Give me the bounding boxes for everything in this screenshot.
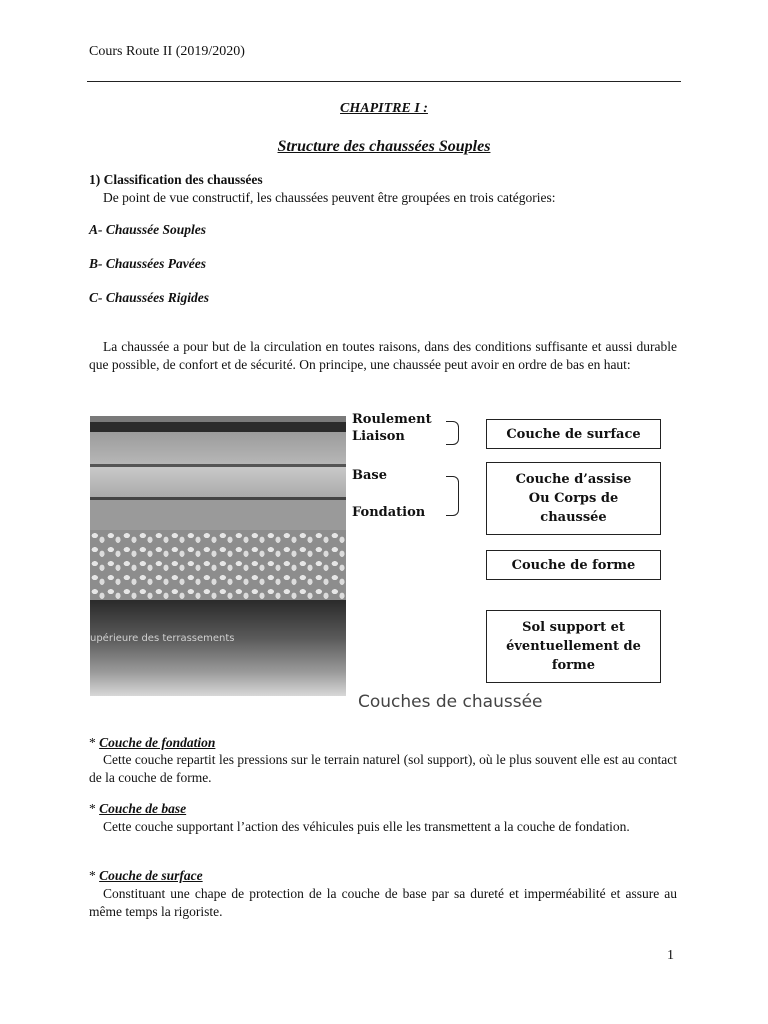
bullet-text-surface: Constituant une chape de protection de la couche de base par sa dureté et imperméabilité et assure au même temps la rigoriste. — [89, 886, 677, 919]
label-base: Base — [352, 468, 388, 483]
page-title: Structure des chaussées Souples — [277, 138, 491, 155]
category-a: A- Chaussée Souples — [89, 222, 207, 237]
brace-assise — [446, 476, 459, 516]
label-liaison: Liaison — [352, 429, 405, 444]
page-header: Cours Route II (2019/2020) — [89, 44, 245, 59]
layer-foundation — [90, 500, 346, 530]
layer-base-top — [90, 432, 346, 464]
label-roulement: Roulement — [352, 412, 432, 427]
layer-gravel — [90, 530, 346, 600]
page-number: 1 — [667, 948, 674, 963]
pavement-layers-diagram — [90, 388, 682, 722]
layer-subgrade — [90, 600, 346, 696]
bullet-heading-surface: * Couche de surface — [89, 868, 203, 883]
category-b: B- Chaussées Pavées — [89, 256, 206, 271]
bullet-heading-fondation: * Couche de fondation — [89, 735, 216, 750]
intro-paragraph: La chaussée a pour but de la circulation en toutes raisons, dans des conditions suffisante et aussi durable que possible, de confort et de sécurité. On principe, une chaussée peut avoir en ordre de bas en haut: — [89, 339, 677, 372]
diagram-caption: Couches de chaussée — [358, 692, 543, 712]
section-heading: 1) Classification des chaussées — [89, 172, 263, 187]
section-intro: De point de vue constructif, les chaussées peuvent être groupées en trois catégories: — [103, 190, 556, 205]
subgrade-label: upérieure des terrassements — [90, 633, 235, 644]
box-couche-forme: Couche de forme — [486, 550, 661, 580]
bullet-heading-base: * Couche de base — [89, 801, 187, 816]
box-sol-support: Sol support et éventuellement de forme — [486, 610, 661, 683]
chapter-heading: CHAPITRE I : — [340, 101, 428, 116]
box-couche-surface: Couche de surface — [486, 419, 661, 449]
bullet-text-fondation: Cette couche repartit les pressions sur le terrain naturel (sol support), où le plus souvent elle est au contact de la couche de forme. — [89, 752, 677, 785]
header-rule — [87, 81, 681, 82]
layer-binding — [90, 422, 346, 432]
layer-base — [90, 467, 346, 497]
label-fondation: Fondation — [352, 505, 426, 520]
box-couche-assise: Couche d’assise Ou Corps de chaussée — [486, 462, 661, 535]
category-c: C- Chaussées Rigides — [89, 290, 210, 305]
bullet-text-base: Cette couche supportant l’action des véhicules puis elle les transmettent a la couche de fondation. — [103, 819, 630, 834]
brace-surface — [446, 421, 459, 445]
